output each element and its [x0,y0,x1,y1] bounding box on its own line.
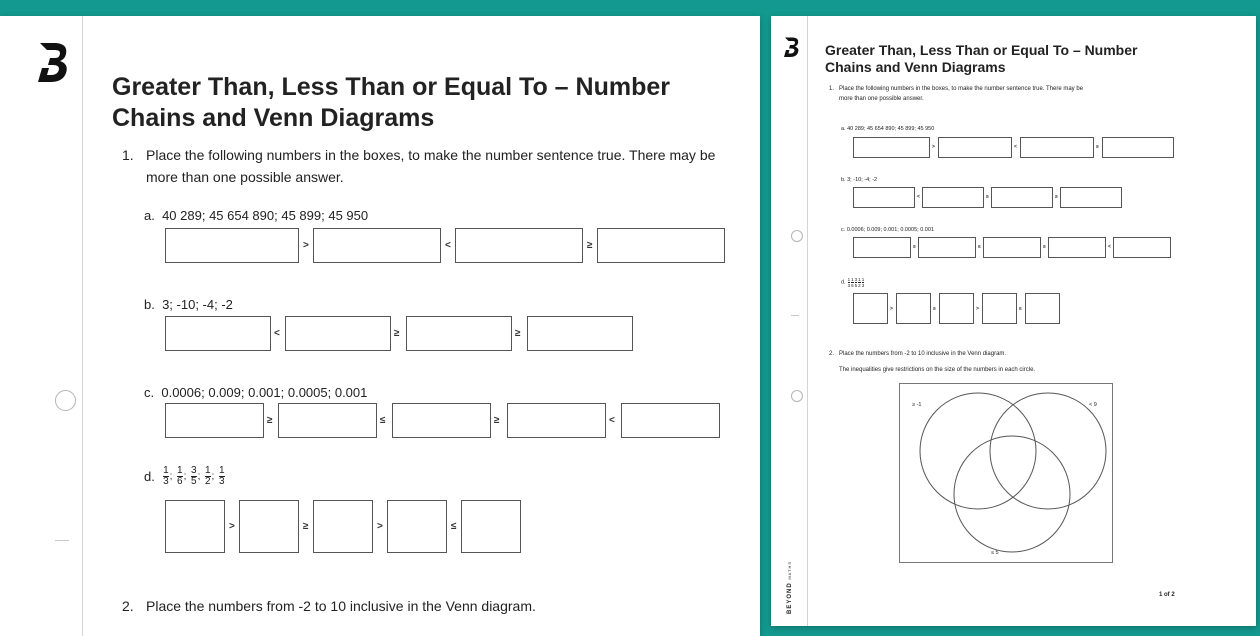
fraction: $\frac{3}{5}$ [191,465,197,487]
answer-box[interactable] [527,316,633,351]
part-a-label [144,208,368,223]
number-list: 0.0006; 0.009; 0.001; 0.0005; 0.001 [161,385,368,400]
fraction: $\frac{1}{2}$ [858,277,861,288]
relation-sign: > [303,240,309,251]
answer-box[interactable] [313,500,373,553]
question-text-line-1: Place the following numbers in the boxes, to make the number sentence true. There may be [146,147,716,163]
margin-line [807,16,808,626]
answer-box[interactable] [1113,237,1171,258]
page-number: 1 of 2 [1159,592,1175,598]
title-line-1: Greater Than, Less Than or Equal To – Number [112,73,670,101]
relation-sign: > [229,521,235,532]
question-text [146,144,746,188]
relation-sign: > [890,306,893,312]
relation-sign: ≥ [1055,194,1058,200]
answer-box[interactable] [597,228,725,263]
answer-box[interactable] [853,293,888,324]
part-d-label: d. $\frac{1}{3}$ ; $\frac{1}{6}$ ; $\frac{3}{5}$ ; $\frac{1}{2}$ ; $\frac{1}{3}$ [144,465,225,487]
answer-box[interactable] [853,237,911,258]
relation-sign: ≥ [394,328,400,339]
venn-diagram[interactable] [899,383,1113,563]
title-line-2: Chains and Venn Diagrams [112,104,435,132]
question-number: 1. [829,86,835,92]
relation-sign: ≤ [1019,306,1022,312]
relation-sign: ≥ [494,415,500,426]
question-number: 1. [122,147,134,163]
fraction: $\frac{1}{3}$ [163,465,169,487]
part-a-label: a. 40 289; 45 654 890; 45 899; 45 950 [841,126,935,132]
part-label: d. [144,469,155,484]
answer-box[interactable] [165,316,271,351]
title-line-2: Chains and Venn Diagrams [825,59,1006,75]
answer-box[interactable] [922,187,984,208]
answer-box[interactable] [853,137,930,158]
part-label: b. [144,297,155,312]
relation-sign: < [917,194,920,200]
part-c-label: c. 0.0006; 0.009; 0.001; 0.0005; 0.001 [841,227,934,233]
beyond-logo-icon [36,40,72,84]
answer-box[interactable] [982,293,1017,324]
answer-box[interactable] [1020,137,1094,158]
relation-sign: ≤ [451,521,457,532]
answer-box[interactable] [387,500,447,553]
answer-box[interactable] [983,237,1041,258]
answer-box[interactable] [621,403,720,438]
answer-box[interactable] [939,293,974,324]
question-text-line-2: more than one possible answer. [839,96,924,102]
fraction: $\frac{3}{5}$ [854,277,858,288]
punch-hole [791,230,803,242]
answer-box[interactable] [1048,237,1106,258]
page-title [825,42,1205,76]
answer-box[interactable] [406,316,512,351]
relation-sign: > [932,144,935,150]
punch-hole [791,390,803,402]
worksheet-page-1 [771,16,1256,626]
relation-sign: ≥ [986,194,989,200]
number-list: 3; -10; -4; -2 [162,297,233,312]
part-b-label: b. 3; -10; -4; -2 [841,177,878,183]
answer-box[interactable] [239,500,299,553]
relation-sign: ≥ [933,306,936,312]
question-2-subtext: The inequalities give restrictions on the size of the numbers in each circle. [839,367,1036,373]
part-c-label [144,385,367,400]
relation-sign: ≤ [380,415,386,426]
answer-box[interactable] [507,403,606,438]
relation-sign: ≥ [587,240,593,251]
relation-sign: < [274,328,280,339]
relation-sign: > [976,306,979,312]
venn-circle [990,393,1106,509]
relation-sign: < [1108,244,1111,250]
margin-dash [55,540,69,541]
part-label: c. [144,385,155,400]
answer-box[interactable] [461,500,521,553]
title-line-1: Greater Than, Less Than or Equal To – Number [825,42,1138,58]
relation-sign: < [609,415,615,426]
fraction: $\frac{1}{2}$ [204,465,211,487]
fraction: $\frac{1}{6}$ [177,465,183,487]
venn-label: < 9 [1089,402,1097,408]
margin-dash [791,315,799,316]
venn-label: ≥ -1 [912,402,922,408]
answer-box[interactable] [1025,293,1060,324]
number-list: 40 289; 45 654 890; 45 899; 45 950 [162,208,369,223]
margin-line [82,16,83,636]
fraction: $\frac{1}{3}$ [861,277,865,288]
answer-box[interactable] [938,137,1012,158]
relation-sign: ≥ [303,521,309,532]
relation-sign: ≥ [515,328,521,339]
venn-label: ≤ 5 [991,550,999,556]
answer-box[interactable] [165,228,299,263]
answer-box[interactable] [165,403,264,438]
part-d-label: d. $\frac{1}{3}$ $\frac{1}{6}$ $\frac{3}{5}$ $\frac{1}{2}$ $\frac{1}{3}$ [841,277,865,288]
relation-sign: > [377,521,383,532]
relation-sign: < [445,240,451,251]
relation-sign: ≥ [267,415,273,426]
relation-sign: ≥ [1096,144,1099,150]
part-label: a. [144,208,155,223]
question-text [839,84,1209,104]
answer-box[interactable] [392,403,491,438]
relation-sign: ≥ [913,244,916,250]
worksheet-page-zoomed [0,16,760,636]
answer-box[interactable] [1102,137,1174,158]
fraction: $\frac{1}{3}$ [218,465,225,487]
venn-circle [920,393,1036,509]
answer-box[interactable] [278,403,377,438]
answer-box[interactable] [455,228,583,263]
answer-box[interactable] [165,500,225,553]
question-text: Place the numbers from -2 to 10 inclusive in the Venn diagram. [146,598,536,614]
answer-box[interactable] [313,228,441,263]
answer-box[interactable] [918,237,976,258]
question-text-line-2: more than one possible answer. [146,169,344,185]
relation-sign: ≥ [1043,244,1046,250]
punch-hole [55,390,76,411]
page-title [112,72,732,134]
answer-box[interactable] [1060,187,1122,208]
part-b-label [144,297,233,312]
answer-box[interactable] [896,293,931,324]
question-number: 2. [122,598,134,614]
venn-circle [954,436,1070,552]
fraction: $\frac{1}{6}$ [851,277,854,288]
question-number: 2. [829,351,835,357]
question-text-line-1: Place the following numbers in the boxes, to make the number sentence true. There may be [839,86,1084,92]
answer-box[interactable] [285,316,391,351]
brand-wordmark: BEYOND MATHS [787,560,793,614]
relation-sign: < [1014,144,1017,150]
beyond-logo-icon [783,36,801,58]
fraction: $\frac{1}{3}$ [847,277,851,288]
answer-box[interactable] [991,187,1053,208]
answer-box[interactable] [853,187,915,208]
relation-sign: ≤ [978,244,981,250]
question-text: Place the numbers from -2 to 10 inclusive in the Venn diagram. [839,351,1007,357]
